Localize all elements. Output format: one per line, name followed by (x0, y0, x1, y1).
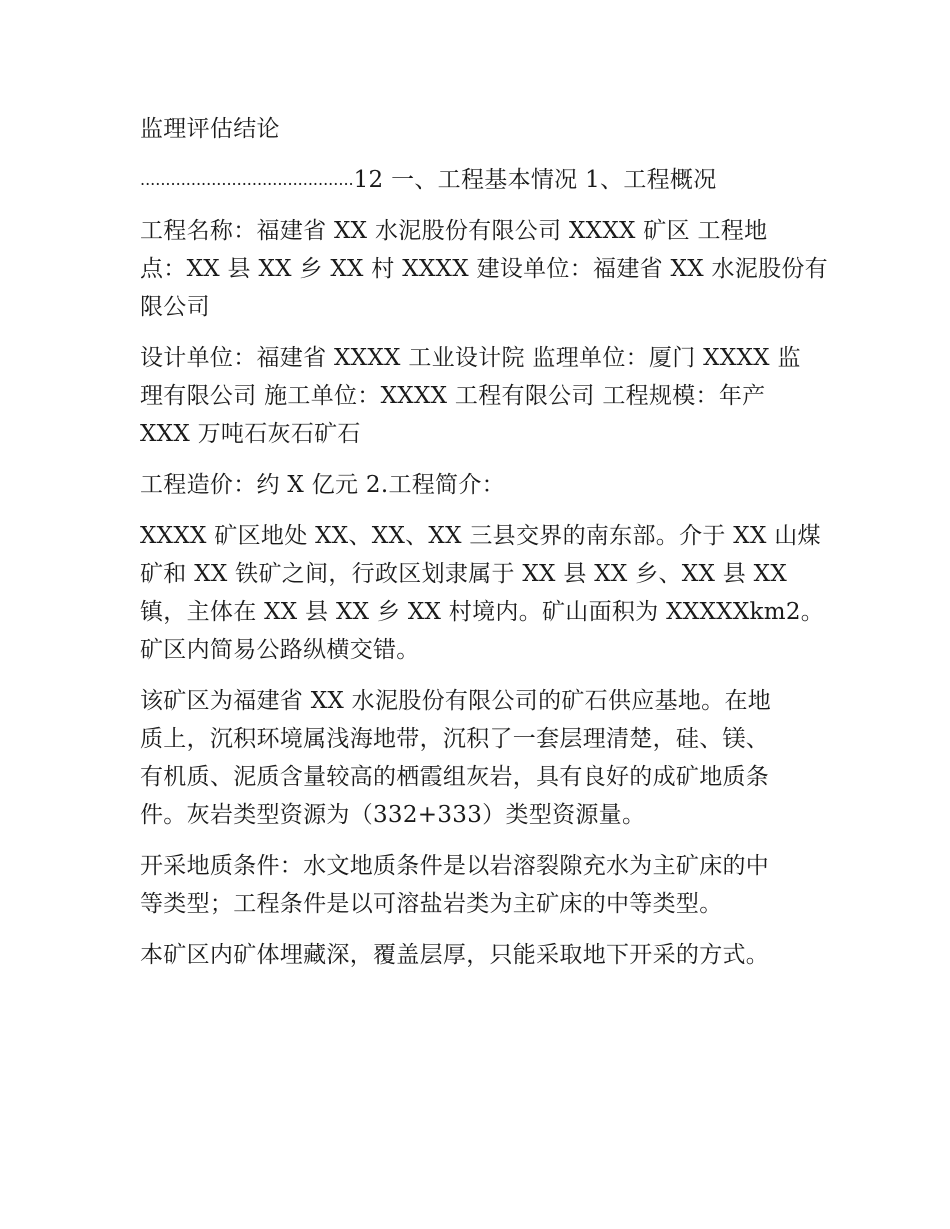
paragraph-line: 镇，主体在 XX 县 XX 乡 XX 村境内。矿山面积为 XXXXXkm2。 (140, 599, 825, 625)
paragraph-project-info (140, 212, 828, 326)
paragraph-cost (140, 466, 820, 504)
paragraph-mining-method (140, 936, 820, 974)
paragraph-line: 矿区内简易公路纵横交错。 (140, 637, 420, 663)
paragraph-line: XXXX 矿区地处 XX、XX、XX 三县交界的南东部。介于 XX 山煤 (140, 523, 821, 549)
paragraph-line: 质上，沉积环境属浅海地带，沉积了一套层理清楚，硅、镁、 (140, 726, 770, 752)
paragraph-location (140, 517, 825, 669)
paragraph-line: 工程造价：约 X 亿元 2.工程简介： (140, 472, 505, 498)
paragraph-line: 有机质、泥质含量较高的栖霞组灰岩，具有良好的成矿地质条 (140, 764, 770, 790)
paragraph-line: 点：XX 县 XX 乡 XX 村 XXXX 建设单位：福建省 XX 水泥股份有 (140, 256, 828, 282)
paragraph-line: 该矿区为福建省 XX 水泥股份有限公司的矿石供应基地。在地 (140, 688, 772, 714)
paragraph-line: 工程名称：福建省 XX 水泥股份有限公司 XXXX 矿区 工程地 (140, 218, 768, 244)
toc-leader-dots: .......................................... (140, 170, 354, 189)
section-heading: 监理评估结论 (140, 116, 280, 142)
paragraph-units (140, 339, 820, 453)
toc-line (140, 161, 820, 199)
paragraph-line: 等类型；工程条件是以可溶盐岩类为主矿床的中等类型。 (140, 891, 723, 917)
paragraph-line: 本矿区内矿体埋藏深，覆盖层厚，只能采取地下开采的方式。 (140, 942, 770, 968)
paragraph-line: 矿和 XX 铁矿之间，行政区划隶属于 XX 县 XX 乡、XX 县 XX (140, 561, 788, 587)
paragraph-line: 开采地质条件：水文地质条件是以岩溶裂隙充水为主矿床的中 (140, 853, 770, 879)
paragraph-line: XXX 万吨石灰石矿石 (140, 421, 361, 447)
paragraph-line: 限公司 (140, 294, 210, 320)
paragraph-line: 件。灰岩类型资源为（332+333）类型资源量。 (140, 802, 646, 828)
paragraph-mining-conditions (140, 847, 820, 923)
toc-line-text: 12 一、工程基本情况 1、工程概况 (353, 167, 717, 193)
paragraph-line: 理有限公司 施工单位：XXXX 工程有限公司 工程规模：年产 (140, 383, 766, 409)
paragraph-line: 设计单位：福建省 XXXX 工业设计院 监理单位：厦门 XXXX 监 (140, 345, 801, 371)
document-body (140, 110, 828, 987)
paragraph-geology (140, 682, 820, 834)
